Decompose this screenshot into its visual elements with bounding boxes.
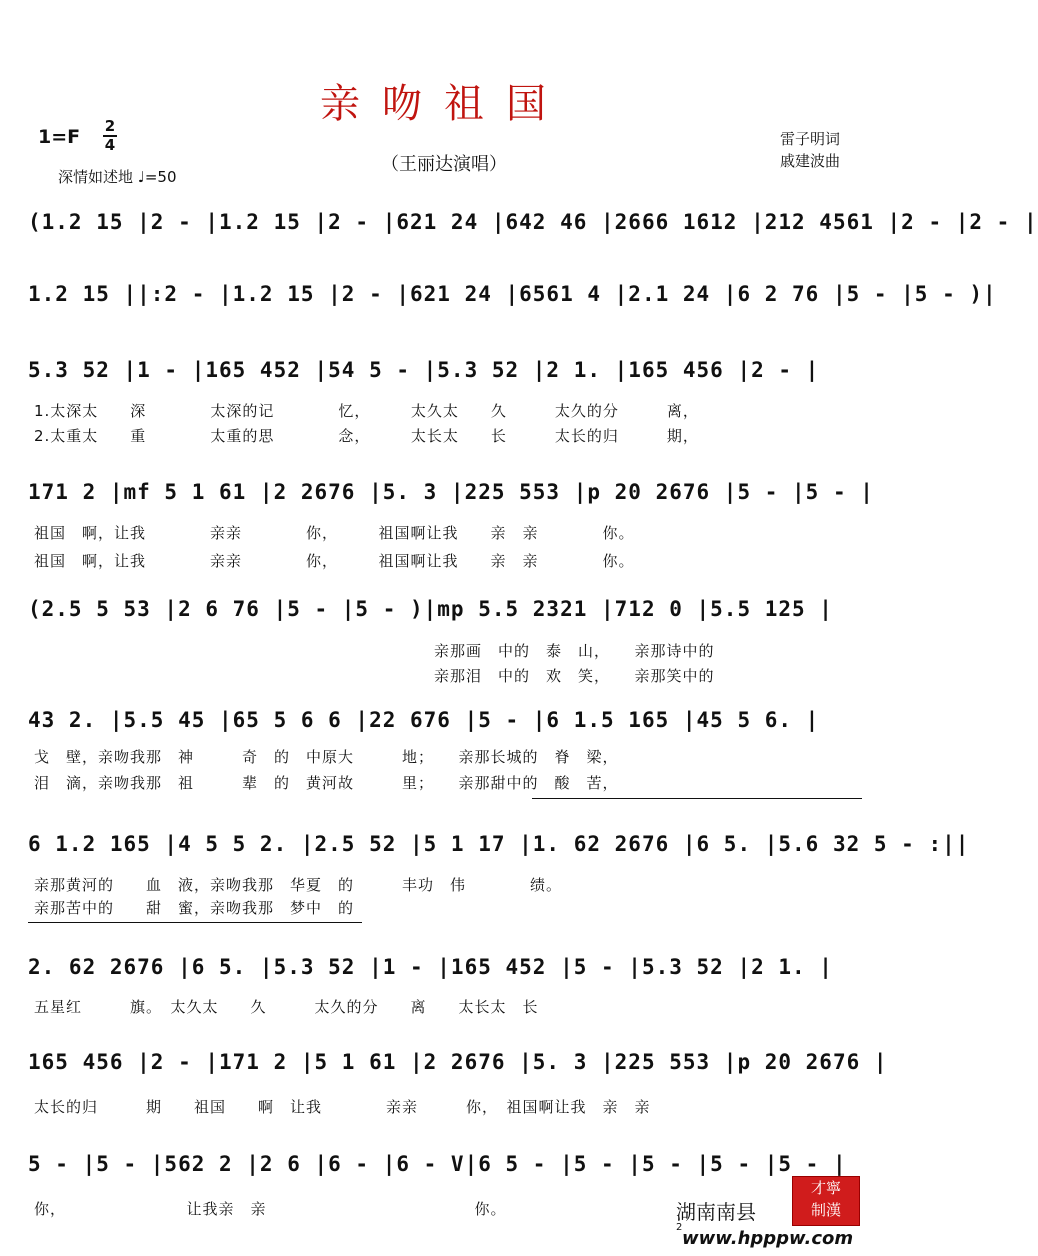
performer-subtitle: （王丽达演唱） — [381, 154, 507, 175]
lyrics-line-2: 2.太重太 重 太重的思 念， 太长太 长 太长的归 期， — [34, 427, 699, 445]
lyrics-line-10: 亲那苦中的 甜 蜜，亲吻我那 梦中 的 — [34, 899, 355, 917]
page-number: 2 — [676, 1222, 683, 1233]
score-line-2: 1.2 15 ||:2 - |1.2 15 |2 - |621 24 |6561 4 |2.1 24 |6 2 76 |5 - |5 - )| — [28, 282, 997, 306]
lyrics-line-13: 你， 让我亲 亲 你。 — [34, 1200, 507, 1218]
lyrics-line-5: 亲那画 中的 泰 山， 亲那诗中的 — [34, 642, 715, 660]
score-line-8: 2. 62 2676 |6 5. |5.3 52 |1 - |165 452 |5 - |5.3 52 |2 1. | — [28, 955, 833, 979]
song-title: 亲吻祖国 — [320, 81, 568, 127]
score-line-1: (1.2 15 |2 - |1.2 15 |2 - |621 24 |642 46 |2666 1612 |212 4561 |2 - |2 - | — [28, 210, 1038, 234]
website-watermark: www.hpppw.com — [682, 1228, 854, 1249]
lyrics-line-7: 戈 壁，亲吻我那 神 奇 的 中原大 地； 亲那长城的 脊 梁， — [34, 748, 619, 766]
seal-text-top: 才寧 — [810, 1179, 841, 1197]
lyrics-line-3: 祖国 啊，让我 亲亲 你， 祖国啊让我 亲 亲 你。 — [34, 524, 635, 542]
score-line-10: 5 - |5 - |562 2 |2 6 |6 - |6 - V|6 5 - |5 - |5 - |5 - |5 - | — [28, 1152, 847, 1176]
score-line-9: 165 456 |2 - |171 2 |5 1 61 |2 2676 |5. 3 |225 553 |p 20 2676 | — [28, 1050, 888, 1074]
tempo-marking: 深情如述地 ♩=50 — [58, 168, 177, 186]
time-signature — [103, 118, 117, 154]
place-label: 湖南南县 — [676, 1200, 756, 1224]
volta-2-bracket — [28, 922, 362, 923]
lyrics-line-6: 亲那泪 中的 欢 笑， 亲那笑中的 — [34, 667, 715, 685]
lyrics-line-1: 1.太深太 深 太深的记 忆， 太久太 久 太久的分 离， — [34, 402, 699, 420]
lyrics-line-9: 亲那黄河的 血 液，亲吻我那 华夏 的 丰功 伟 绩。 — [34, 876, 563, 894]
time-signature-bottom: 4 — [104, 136, 116, 154]
lyricist: 雷子明词 — [780, 130, 841, 148]
score-line-3: 5.3 52 |1 - |165 452 |54 5 - |5.3 52 |2 1. |165 456 |2 - | — [28, 358, 820, 382]
score-line-4: 171 2 |mf 5 1 61 |2 2676 |5. 3 |225 553 |p 20 2676 |5 - |5 - | — [28, 480, 874, 504]
volta-1-bracket — [532, 798, 862, 799]
key-signature: 1=F — [38, 126, 81, 148]
lyrics-line-12: 太长的归 期 祖国 啊 让我 亲亲 你， 祖国啊让我 亲 亲 — [34, 1098, 651, 1116]
time-signature-top: 2 — [104, 117, 116, 135]
lyrics-line-8: 泪 滴，亲吻我那 祖 辈 的 黄河故 里； 亲那甜中的 酸 苦， — [34, 774, 619, 792]
lyrics-line-4: 祖国 啊，让我 亲亲 你， 祖国啊让我 亲 亲 你。 — [34, 552, 635, 570]
composer: 戚建波曲 — [780, 152, 841, 170]
credits — [780, 128, 840, 172]
score-line-6: 43 2. |5.5 45 |65 5 6 6 |22 676 |5 - |6 1.5 165 |45 5 6. | — [28, 708, 820, 732]
seal-stamp — [792, 1176, 860, 1226]
lyrics-line-11: 五星红 旗。 太久太 久 太久的分 离 太长太 长 — [34, 998, 539, 1016]
seal-text-bottom: 制漢 — [810, 1201, 841, 1219]
score-line-5: (2.5 5 53 |2 6 76 |5 - |5 - )|mp 5.5 2321 |712 0 |5.5 125 | — [28, 597, 833, 621]
score-line-7: 6 1.2 165 |4 5 5 2. |2.5 52 |5 1 17 |1. 62 2676 |6 5. |5.6 32 5 - :|| — [28, 832, 970, 856]
